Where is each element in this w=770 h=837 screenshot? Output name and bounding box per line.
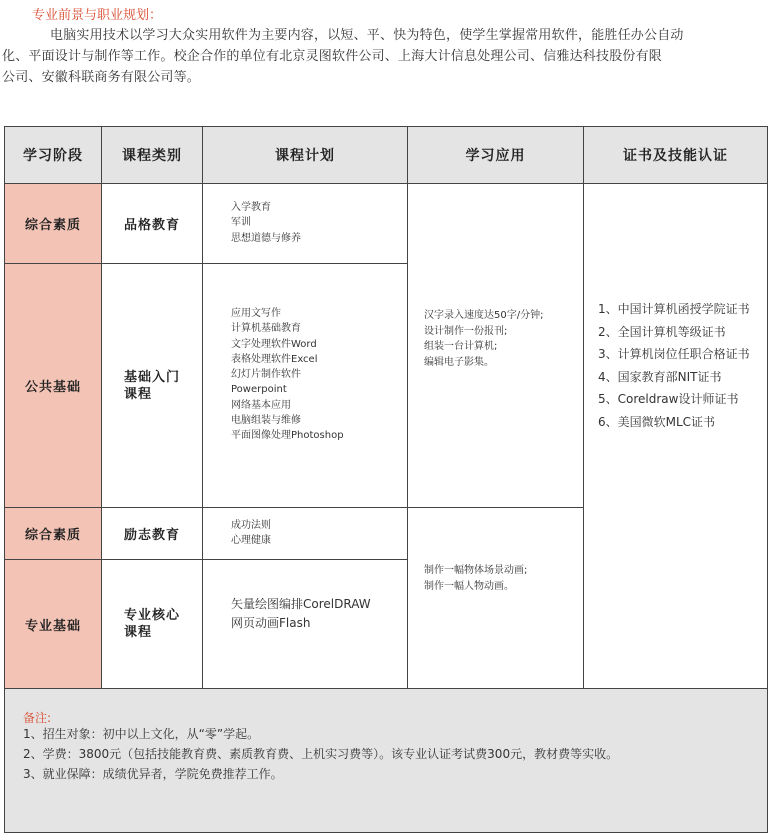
plan-item: 心理健康 (231, 535, 271, 547)
plan-cell (203, 508, 408, 560)
plan-item: 网页动画Flash (231, 616, 311, 630)
certificate-item: 2、全国计算机等级证书 (598, 324, 726, 339)
curriculum-table (4, 126, 768, 833)
plan-item: 文字处理软件Word (231, 338, 317, 350)
plan-item: 平面图像处理Photoshop (231, 430, 344, 442)
application-item: 设计制作一份报刊; (424, 325, 508, 337)
plan-item: Powerpoint (231, 384, 287, 396)
stage-cell: 公共基础 (5, 264, 102, 508)
stage-cell: 综合素质 (5, 508, 102, 560)
header-category: 课程类别 (102, 127, 203, 184)
stage-cell: 综合素质 (5, 184, 102, 264)
header-certificate: 证书及技能认证 (584, 127, 767, 184)
note-line: 1、招生对象：初中以上文化，从“零”学起。 (23, 727, 260, 741)
certificate-item: 1、中国计算机函授学院证书 (598, 302, 750, 316)
stage-cell: 专业基础 (5, 560, 102, 689)
certificate-cell (584, 184, 767, 689)
application-cell (408, 508, 584, 689)
notes-section (5, 689, 767, 832)
header-stage: 学习阶段 (5, 127, 102, 184)
plan-item: 应用文写作 (231, 308, 281, 319)
plan-item: 计算机基础教育 (231, 323, 301, 335)
note-line: 2、学费：3800元（包括技能教育费、素质教育费、上机实习费等）。该专业认证考试费300元，教材费等实收。 (23, 747, 619, 761)
intro-paragraph-line: 化、平面设计与制作等工作。校企合作的单位有北京灵图软件公司、上海大计信息处理公司、信雅达科技股份有限 (2, 49, 663, 64)
plan-item: 表格处理软件Excel (231, 353, 318, 365)
application-item: 制作一幅人物动画。 (424, 580, 514, 592)
plan-item: 幻灯片制作软件 (231, 369, 301, 381)
certificate-item: 4、国家教育部NIT证书 (598, 369, 722, 384)
category-line: 课程 (124, 625, 153, 640)
plan-item: 思想道德与修养 (231, 232, 301, 244)
certificate-item: 5、Coreldraw设计师证书 (598, 392, 739, 406)
category-line: 专业核心 (124, 608, 181, 623)
plan-cell (203, 264, 408, 508)
category-cell: 品格教育 (102, 184, 203, 264)
certificate-item: 6、美国微软MLC证书 (598, 414, 716, 429)
application-item: 汉字录入速度达50字/分钟; (424, 310, 544, 321)
header-application: 学习应用 (408, 127, 584, 184)
plan-item: 成功法则 (231, 520, 271, 531)
application-item: 制作一幅物体场景动画; (424, 565, 528, 576)
intro-paragraph-line: 电脑实用技术以学习大众实用软件为主要内容，以短、平、快为特色，使学生掌握常用软件，能胜任办公自动 (50, 28, 684, 43)
header-plan: 课程计划 (203, 127, 408, 184)
note-line: 3、就业保障：成绩优异者，学院免费推荐工作。 (23, 767, 283, 781)
application-item: 组装一台计算机; (424, 341, 498, 352)
category-cell (102, 264, 203, 508)
plan-item: 入学教育 (231, 202, 271, 213)
plan-cell (203, 184, 408, 264)
category-cell (102, 560, 203, 689)
application-cell (408, 184, 584, 508)
intro-title: 专业前景与职业规划： (32, 8, 163, 23)
application-item: 编辑电子影集。 (424, 356, 494, 368)
certificate-item: 3、计算机岗位任职合格证书 (598, 347, 750, 361)
plan-item: 矢量绘图编排CorelDRAW (231, 597, 371, 611)
plan-item: 电脑组装与维修 (231, 415, 301, 427)
category-cell: 励志教育 (102, 508, 203, 560)
notes-title: 备注: (23, 711, 52, 725)
category-line: 课程 (124, 386, 153, 402)
plan-item: 网络基本应用 (231, 399, 291, 411)
plan-cell (203, 560, 408, 689)
plan-item: 军训 (231, 217, 251, 229)
intro-paragraph-line: 公司、安徽科联商务有限公司等。 (2, 70, 201, 85)
category-line: 基础入门 (124, 369, 181, 385)
